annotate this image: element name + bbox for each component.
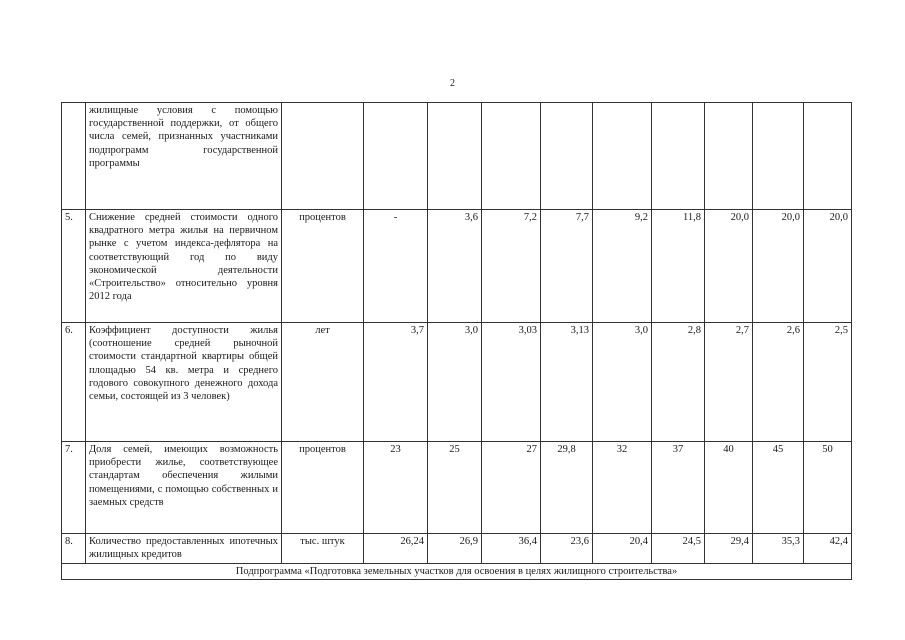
value-cell: 3,13: [541, 323, 593, 442]
value-cell: 42,4: [804, 534, 852, 564]
unit-cell: [282, 103, 364, 210]
value-cell: 3,0: [593, 323, 652, 442]
value-cell: [705, 103, 753, 210]
value-cell: 45: [753, 442, 804, 534]
value-cell: -: [364, 210, 428, 323]
unit-cell: процентов: [282, 442, 364, 534]
value-cell: 40: [705, 442, 753, 534]
value-cell: 2,8: [652, 323, 705, 442]
value-cell: 9,2: [593, 210, 652, 323]
row-number: 7.: [62, 442, 86, 534]
value-cell: 2,5: [804, 323, 852, 442]
indicator-name: Доля семей, имеющих возможность приобрести жилье, соответствующее стандартам обеспечения жилыми помещениями, с помощью собственных и заемных средств: [86, 442, 282, 534]
value-cell: [482, 103, 541, 210]
value-cell: 11,8: [652, 210, 705, 323]
value-cell: 50: [804, 442, 852, 534]
table-row: [62, 210, 852, 323]
value-cell: 32: [593, 442, 652, 534]
row-number: 8.: [62, 534, 86, 564]
unit-cell: процентов: [282, 210, 364, 323]
value-cell: [428, 103, 482, 210]
table-row: [62, 323, 852, 442]
unit-cell: лет: [282, 323, 364, 442]
indicator-name: Коэффициент доступности жилья (соотношение средней рыночной стоимости стандартной квартиры общей площадью 54 кв. метра и среднего годового совокупного денежного дохода семьи, состоящей из 3 человек): [86, 323, 282, 442]
value-cell: 3,6: [428, 210, 482, 323]
value-cell: 20,4: [593, 534, 652, 564]
value-cell: 23,6: [541, 534, 593, 564]
value-cell: [541, 103, 593, 210]
value-cell: 20,0: [753, 210, 804, 323]
indicator-name: Количество предоставленных ипотечных жилищных кредитов: [86, 534, 282, 564]
table-row: [62, 442, 852, 534]
value-cell: 2,6: [753, 323, 804, 442]
value-cell: [753, 103, 804, 210]
subprogram-title: Подпрограмма «Подготовка земельных участков для освоения в целях жилищного строительства»: [62, 564, 852, 580]
value-cell: 37: [652, 442, 705, 534]
value-cell: 7,7: [541, 210, 593, 323]
value-cell: 27: [482, 442, 541, 534]
value-cell: [652, 103, 705, 210]
value-cell: 7,2: [482, 210, 541, 323]
row-number: [62, 103, 86, 210]
value-cell: [804, 103, 852, 210]
indicator-name: жилищные условия с помощью государственной поддержки, от общего числа семей, признанных участниками подпрограмм государственной программы: [86, 103, 282, 210]
value-cell: 25: [428, 442, 482, 534]
value-cell: 36,4: [482, 534, 541, 564]
value-cell: 2,7: [705, 323, 753, 442]
value-cell: 24,5: [652, 534, 705, 564]
value-cell: 20,0: [705, 210, 753, 323]
unit-cell: тыс. штук: [282, 534, 364, 564]
page-number: 2: [450, 78, 455, 89]
value-cell: 3,03: [482, 323, 541, 442]
value-cell: [364, 103, 428, 210]
value-cell: 3,7: [364, 323, 428, 442]
indicators-table: [61, 102, 852, 580]
row-number: 6.: [62, 323, 86, 442]
indicator-name: Снижение средней стоимости одного квадратного метра жилья на первичном рынке с учетом индекса-дефлятора на соответствующий год по виду экономической деятельности «Строительство» относительно уровня 2012 года: [86, 210, 282, 323]
table-row: [62, 103, 852, 210]
value-cell: 29,4: [705, 534, 753, 564]
table-row: [62, 534, 852, 564]
value-cell: 26,9: [428, 534, 482, 564]
value-cell: 29,8: [541, 442, 593, 534]
value-cell: [593, 103, 652, 210]
value-cell: 20,0: [804, 210, 852, 323]
row-number: 5.: [62, 210, 86, 323]
subprogram-row: [62, 564, 852, 580]
value-cell: 26,24: [364, 534, 428, 564]
value-cell: 3,0: [428, 323, 482, 442]
value-cell: 23: [364, 442, 428, 534]
value-cell: 35,3: [753, 534, 804, 564]
